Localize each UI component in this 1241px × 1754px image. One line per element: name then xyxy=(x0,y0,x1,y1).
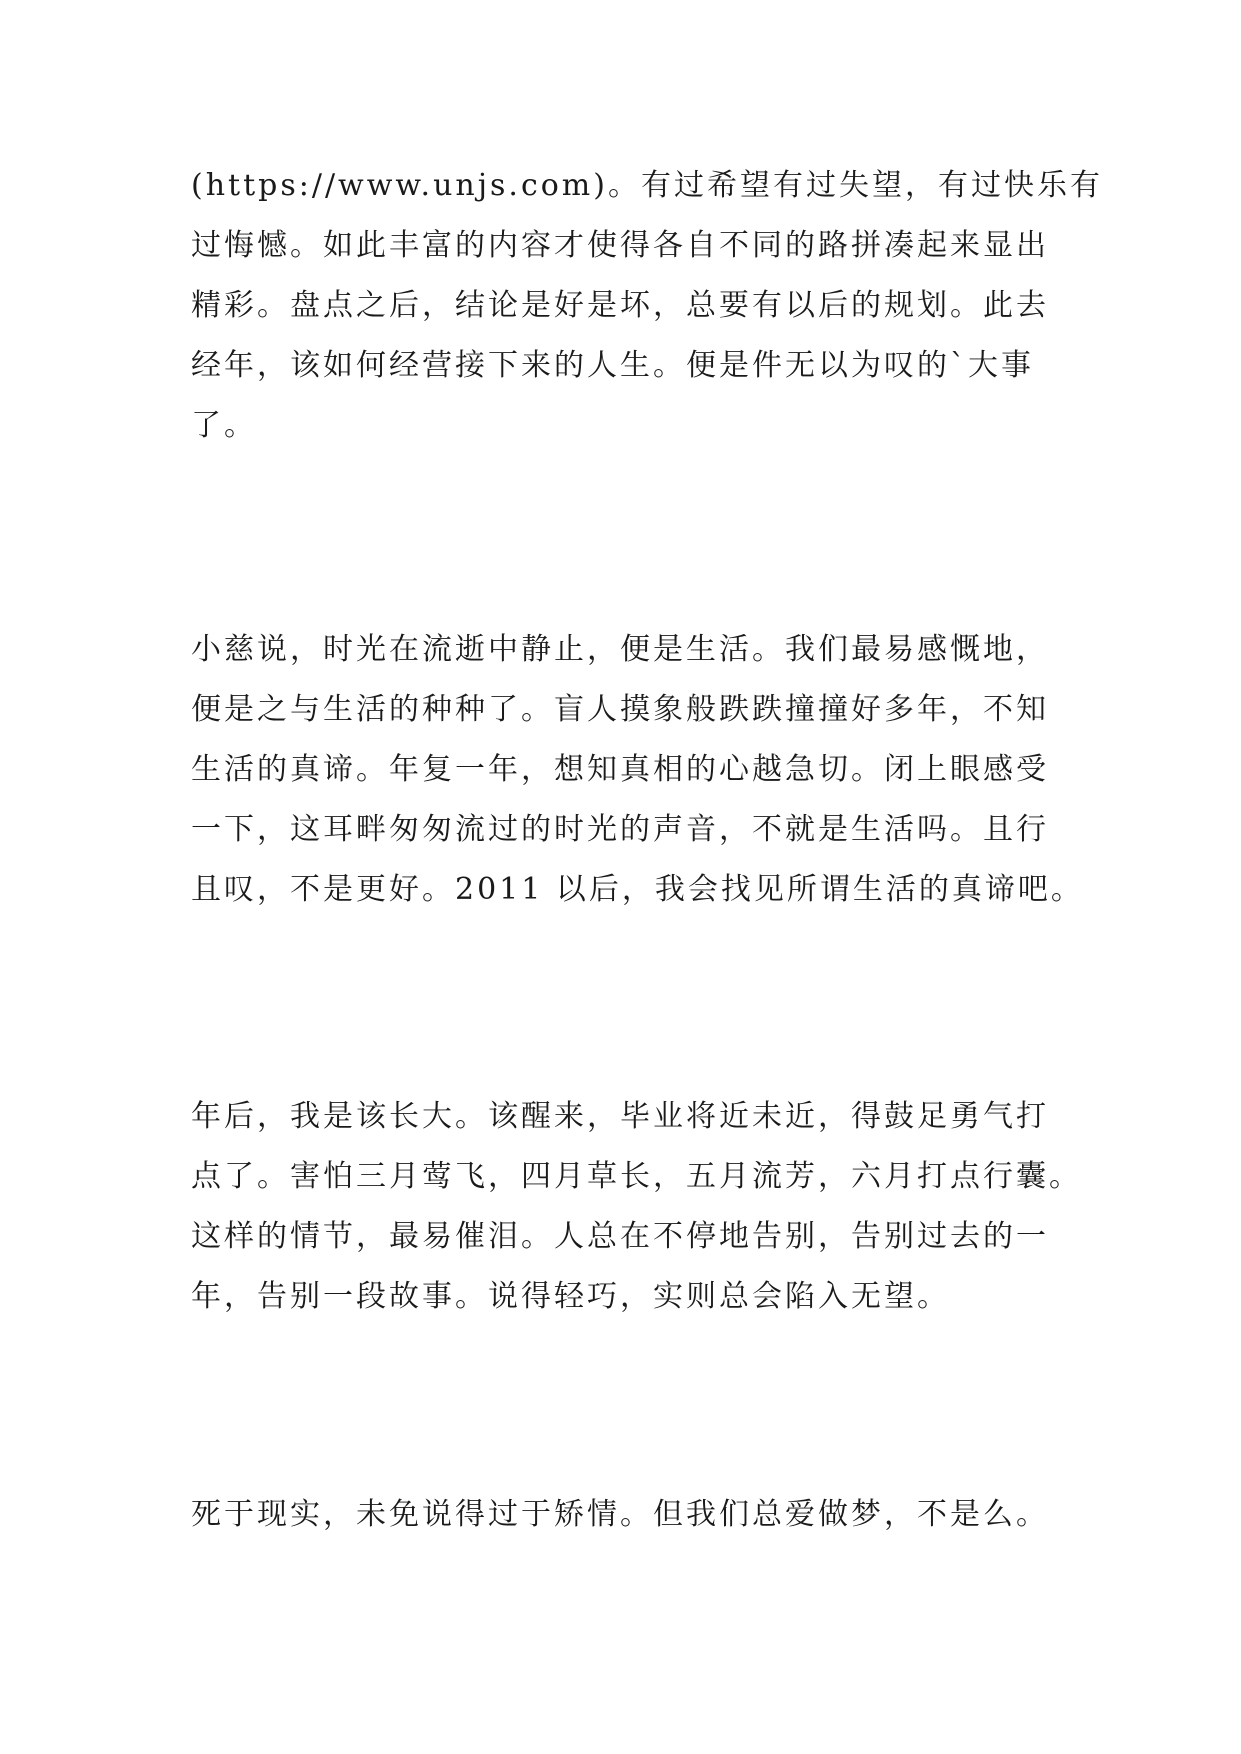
paragraph-line: 经年，该如何经营接下来的人生。便是件无以为叹的`大事 xyxy=(191,348,1034,383)
paragraph-line: (https://www.unjs.com)。有过希望有过失望，有过快乐有 xyxy=(191,168,1103,203)
paragraph-line: 且叹，不是更好。2011 以后，我会找见所谓生活的真谛吧。 xyxy=(191,872,1084,907)
paragraph-line: 死于现实，未免说得过于矫情。但我们总爱做梦，不是么。 xyxy=(191,1497,1049,1532)
paragraph-line: 年后，我是该长大。该醒来，毕业将近未近，得鼓足勇气打 xyxy=(191,1099,1049,1134)
paragraph-line: 小慈说，时光在流逝中静止，便是生活。我们最易感慨地， xyxy=(191,632,1049,667)
paragraph-line: 生活的真谛。年复一年，想知真相的心越急切。闭上眼感受 xyxy=(191,752,1049,787)
paragraph-line: 年，告别一段故事。说得轻巧，实则总会陷入无望。 xyxy=(191,1279,950,1314)
paragraph-line: 便是之与生活的种种了。盲人摸象般跌跌撞撞好多年，不知 xyxy=(191,692,1049,727)
paragraph-4 xyxy=(191,1485,1091,1545)
paragraph-line: 过悔憾。如此丰富的内容才使得各自不同的路拼凑起来显出 xyxy=(191,228,1049,263)
paragraph-line: 点了。害怕三月莺飞，四月草长，五月流芳，六月打点行囊。 xyxy=(191,1159,1082,1194)
paragraph-3 xyxy=(191,1087,1091,1327)
paragraph-line: 这样的情节，最易催泪。人总在不停地告别，告别过去的一 xyxy=(191,1219,1049,1254)
paragraph-line: 精彩。盘点之后，结论是好是坏，总要有以后的规划。此去 xyxy=(191,288,1049,323)
paragraph-2 xyxy=(191,620,1091,920)
paragraph-line: 一下，这耳畔匆匆流过的时光的声音，不就是生活吗。且行 xyxy=(191,812,1049,847)
paragraph-1 xyxy=(191,156,1103,456)
paragraph-line: 了。 xyxy=(191,408,257,443)
